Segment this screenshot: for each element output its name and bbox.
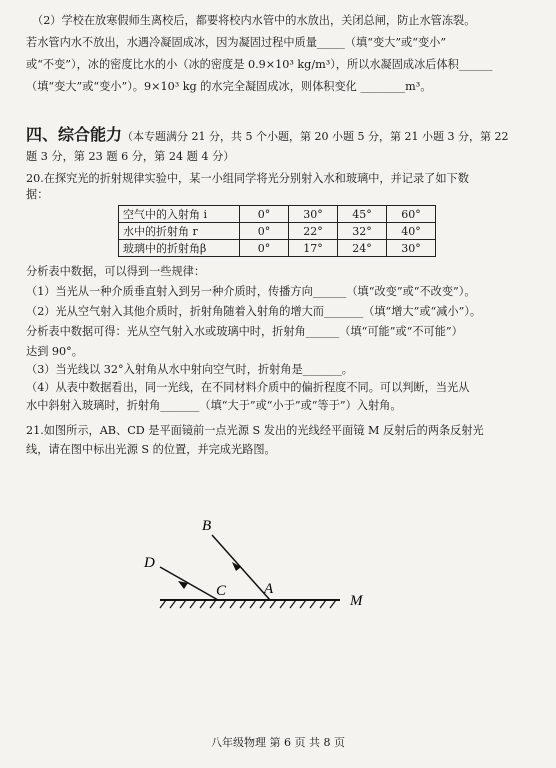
q2-line-3: 或“不变”），冰的密度比水的小（冰的密度是 0.9×10³ kg/m³），所以水凝固成冰后体积______ bbox=[26, 58, 493, 71]
analysis-line: 分析表中数据，可以得到一些规律： bbox=[26, 265, 206, 278]
section-4-heading bbox=[26, 125, 532, 147]
table-cell: 0° bbox=[240, 206, 289, 223]
table-cell: 40° bbox=[387, 223, 436, 240]
label-d: D bbox=[144, 555, 155, 571]
label-a: A bbox=[264, 581, 274, 597]
section-note-line-2: 题 3 分，第 23 题 6 分，第 24 题 4 分） bbox=[26, 150, 235, 163]
q2-line-1: （2）学校在放寒假师生离校后，都要将校内水管中的水放出，关闭总闸，防止水管冻裂。 bbox=[32, 14, 476, 27]
table-cell: 30° bbox=[289, 206, 338, 223]
q20-item-4-line-1: （4）从表中数据看出，同一光线，在不同材料介质中的偏折程度不同。可以判断，当光从 bbox=[26, 381, 470, 394]
q21-line-1: 21.如图所示，AB、CD 是平面镜前一点光源 S 发出的光线经平面镜 M 反射后的两条反射光 bbox=[26, 424, 484, 437]
table-cell: 24° bbox=[338, 240, 387, 257]
label-c: C bbox=[216, 583, 227, 599]
row-label: 水中的折射角 r bbox=[119, 223, 240, 240]
q20-item-2c: 达到 90°。 bbox=[26, 345, 83, 358]
q20-item-1: （1）当光从一种介质垂直射入到另一种介质时，传播方向______（填“改变”或“不改变”）。 bbox=[26, 285, 476, 298]
row-label: 玻璃中的折射角β bbox=[119, 240, 240, 257]
row-label: 空气中的入射角 i bbox=[119, 206, 240, 223]
q21-line-2: 线，请在图中标出光源 S 的位置，并完成光路图。 bbox=[26, 443, 276, 456]
q20-item-4-line-2: 水中斜射入玻璃时，折射角_______（填“大于”或“小于”或“等于”）入射角。 bbox=[26, 399, 402, 412]
q20-item-2b: 分析表中数据可得：光从空气射入水或玻璃中时，折射角______（填“可能”或“不可能”） bbox=[26, 325, 463, 338]
table-row bbox=[119, 206, 436, 223]
q20-item-2: （2）光从空气射入其他介质时，折射角随着入射角的增大而_______（填“增大”或“减小”）。 bbox=[26, 305, 482, 318]
table-cell: 60° bbox=[387, 206, 436, 223]
mirror-diagram bbox=[130, 505, 380, 625]
q2-line-4: （填“变大”或“变小”）。9×10³ kg 的水完全凝固成冰，则体积变化 ________m³。 bbox=[26, 80, 432, 93]
q2-line-2: 若水管内水不放出，水遇冷凝固成冰，因为凝固过程中质量_____（填“变大”或“变小” bbox=[26, 36, 447, 49]
label-m: M bbox=[350, 593, 363, 609]
table-cell: 32° bbox=[338, 223, 387, 240]
mirror-hatching bbox=[160, 600, 336, 608]
table-cell: 22° bbox=[289, 223, 338, 240]
section-title: 四、综合能力 bbox=[26, 125, 123, 144]
table-cell: 0° bbox=[240, 240, 289, 257]
table-row bbox=[119, 240, 436, 257]
q20-intro-1: 20.在探究光的折射规律实验中，某一小组同学将光分别射入水和玻璃中，并记录了如下数 bbox=[26, 172, 469, 185]
ray-cd bbox=[160, 567, 218, 600]
table-cell: 17° bbox=[289, 240, 338, 257]
table-row bbox=[119, 223, 436, 240]
page-footer: 八年级物理 第 6 页 共 8 页 bbox=[211, 736, 345, 749]
table-cell: 0° bbox=[240, 223, 289, 240]
table-cell: 45° bbox=[338, 206, 387, 223]
q20-item-3: （3）当光线以 32°入射角从水中射向空气时，折射角是_______。 bbox=[26, 363, 353, 376]
q20-intro-2: 据： bbox=[26, 188, 49, 201]
refraction-table bbox=[118, 205, 436, 257]
table-cell: 30° bbox=[387, 240, 436, 257]
section-note: （本专题满分 21 分，共 5 个小题，第 20 小题 5 分，第 21 小题 3 分，第 22 bbox=[122, 130, 509, 143]
label-b: B bbox=[202, 518, 212, 534]
